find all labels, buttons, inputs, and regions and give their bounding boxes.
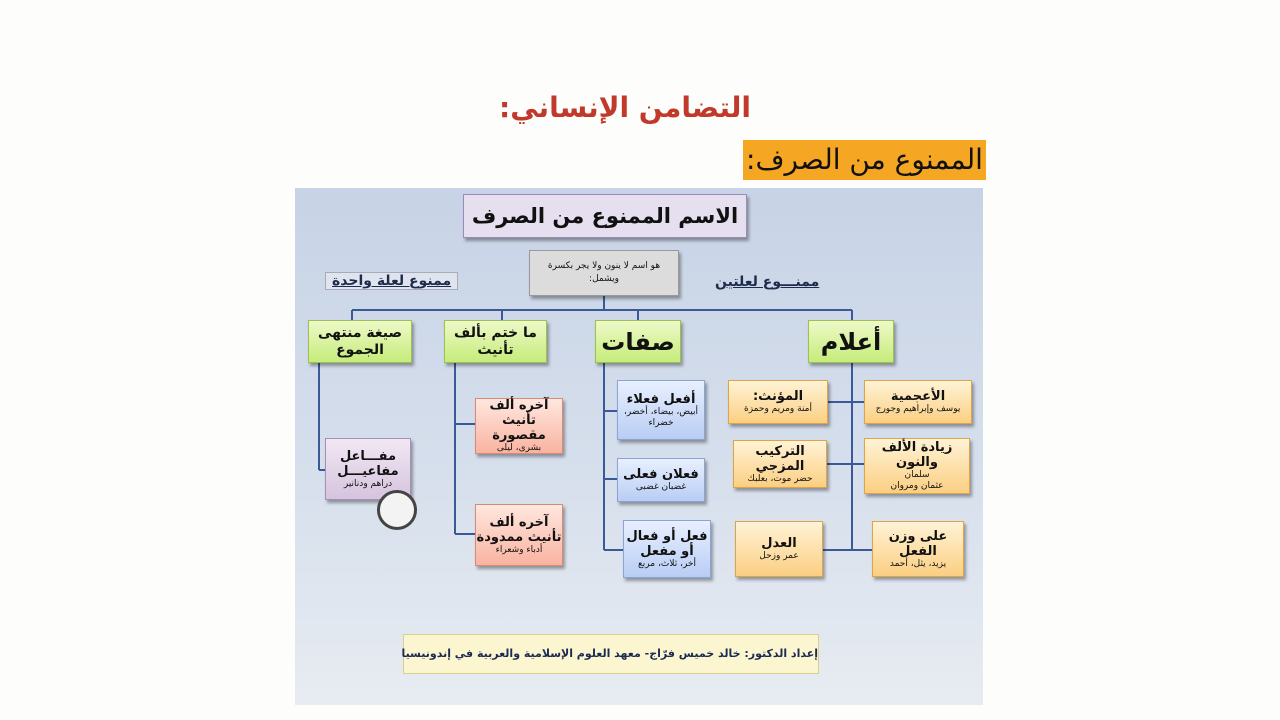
label-two-causes: ممنـــوع لعلتين [715, 274, 820, 290]
alif-mamduda-title: آخره ألف تأنيث ممدودة [476, 514, 562, 545]
alam-ziyada-detail: عثمان ومروان [890, 481, 944, 491]
alam-adl-detail: عمر وزحل [759, 551, 799, 561]
category-sifat [595, 320, 681, 363]
alif-mamduda [475, 504, 563, 566]
muntaha-detail: دراهم ودنانير [343, 478, 393, 489]
slide-subtitle: الممنوع من الصرف: [743, 140, 986, 180]
muntaha-line2: مفاعيـــل [337, 463, 399, 479]
category-sifat-label: صفات [601, 327, 675, 356]
alam-wazn-title: على وزن الفعل [888, 528, 948, 559]
sifat-falan-title: فعلان فعلى [623, 467, 699, 482]
alam-ziyada-inline: سلمان [904, 470, 930, 480]
diagram-main-title: الاسم الممنوع من الصرف [463, 194, 747, 238]
category-alam-label: أعلام [820, 327, 882, 356]
sifat-falan-detail: غضبان غضبى [635, 482, 687, 492]
alam-muannath [728, 380, 828, 424]
alam-muannath-detail: أمنة ومريم وحمزة [744, 404, 813, 414]
alam-muannath-title: المؤنث: [752, 389, 804, 404]
category-alif-tanith [444, 320, 547, 363]
alam-murakkab-title: التركيب المزجي [755, 443, 805, 474]
sifat-fual-title: فعل أو فعال أو مفعل [626, 528, 708, 559]
cursor-circle-icon [377, 490, 417, 530]
alif-maqsura-detail: بشرى، ليلى [496, 443, 542, 453]
alam-murakkab-detail: حضر موت، بعلبك [747, 473, 813, 484]
alam-ajamiyya-detail: يوسف وإبراهيم وجورج [875, 404, 961, 414]
alam-ajamiyya [864, 380, 972, 424]
credit-banner: إعداد الدكتور: خالد خميس فرّاج- معهد العلوم الإسلامية والعربية في إندونيسيا [403, 634, 819, 674]
slide-title: التضامن الإنساني: [499, 91, 751, 124]
sifat-fual-detail: أخر، ثلاث، مربع [638, 558, 696, 569]
alif-maqsura [475, 398, 563, 454]
alif-maqsura-title: آخره ألف تأنيث مقصورة [489, 398, 549, 443]
alam-adl [735, 521, 823, 577]
sifat-fual [623, 520, 711, 578]
alif-mamduda-detail: أدباء وشعراء [495, 544, 543, 555]
category-muntaha-label: صيغة منتهى الجموع [317, 324, 402, 358]
alam-ajamiyya-title: الأعجمية [890, 389, 946, 404]
category-muntaha [308, 320, 412, 363]
diagram-panel [295, 188, 983, 705]
alam-ziyada-title: زيادة الألف والنون [881, 440, 953, 470]
alam-wazn [872, 521, 964, 577]
alam-ziyada [864, 438, 970, 494]
sifat-afal [617, 380, 705, 440]
alam-wazn-detail: يزيد، يثل، أحمد [889, 558, 947, 569]
category-alam [808, 320, 894, 363]
sifat-afal-title: أفعل فعلاء [626, 391, 696, 407]
category-alif-tanith-label: ما ختم بألف تأنيث [454, 324, 537, 358]
definition-box: هو اسم لا ينون ولا يجر بكسرة ويشمل: [529, 250, 679, 296]
muntaha-line1: مفـــاعل [339, 448, 397, 464]
alam-murakkab [733, 440, 827, 488]
sifat-falan [617, 458, 705, 502]
sifat-afal-detail: أبيض، بيضاء، أخضر، خضراء [623, 406, 699, 428]
alam-adl-title: العدل [761, 536, 797, 551]
label-one-cause: ممنوع لعلة واحدة [325, 272, 458, 290]
